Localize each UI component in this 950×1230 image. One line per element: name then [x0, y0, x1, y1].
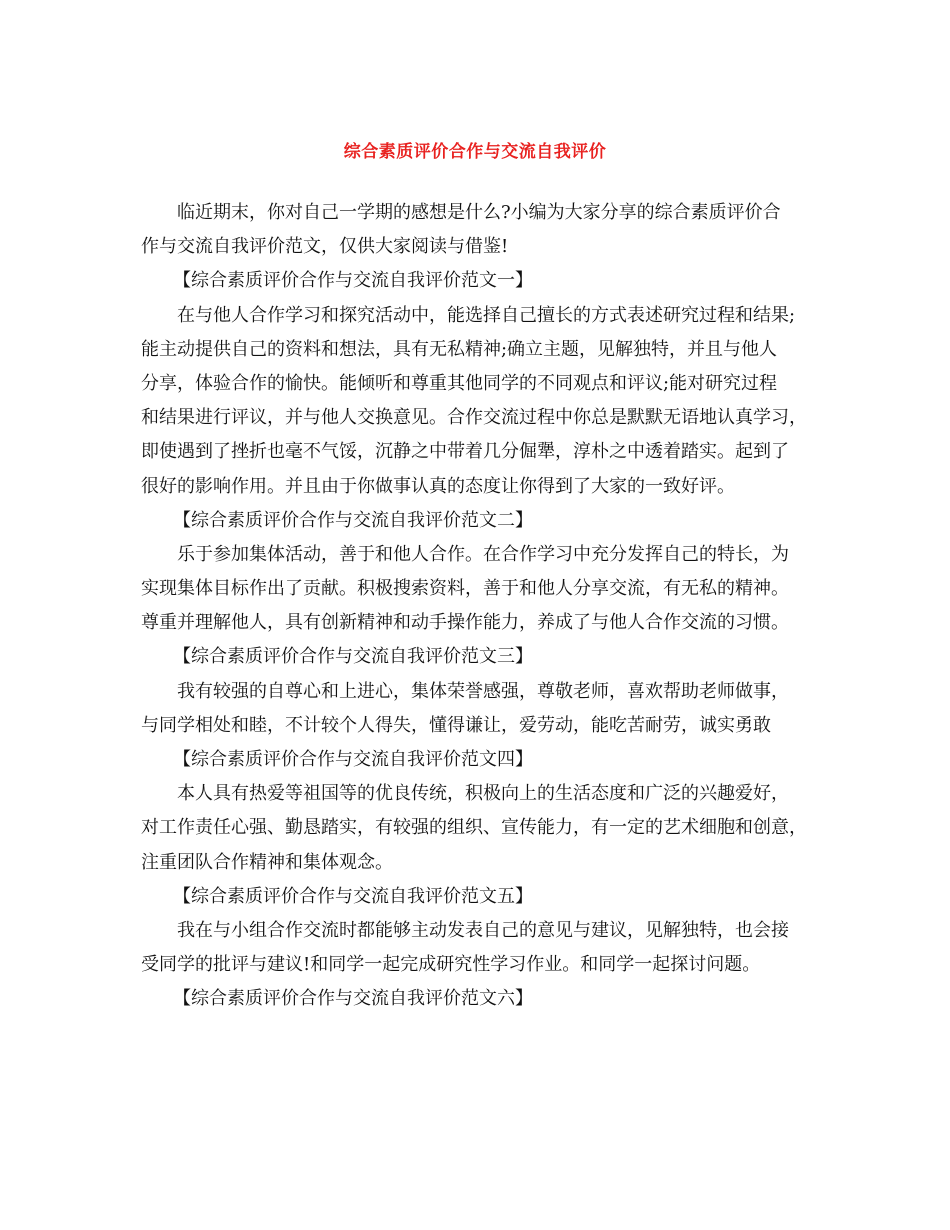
paragraph-line: 即使遇到了挫折也毫不气馁，沉静之中带着几分倔犟，淳朴之中透着踏实。起到了	[141, 441, 789, 463]
paragraph-line: 注重团队合作精神和集体观念。	[141, 851, 393, 873]
section-heading: 【综合素质评价合作与交流自我评价范文五】	[173, 885, 533, 907]
paragraph-line: 能主动提供自己的资料和想法，具有无私精神;确立主题，见解独特，并且与他人	[141, 338, 778, 360]
section-heading: 【综合素质评价合作与交流自我评价范文二】	[173, 509, 533, 531]
document-body	[141, 196, 821, 1017]
paragraph-line: 尊重并理解他人，具有创新精神和动手操作能力，养成了与他人合作交流的习惯。	[141, 612, 789, 634]
paragraph-line: 作与交流自我评价范文，仅供大家阅读与借鉴!	[141, 236, 509, 258]
section-heading: 【综合素质评价合作与交流自我评价范文三】	[173, 646, 533, 668]
paragraph-line: 实现集体目标作出了贡献。积极搜索资料，善于和他人分享交流，有无私的精神。	[141, 578, 789, 600]
paragraph-line: 很好的影响作用。并且由于你做事认真的态度让你得到了大家的一致好评。	[141, 475, 735, 497]
section-heading: 【综合素质评价合作与交流自我评价范文一】	[173, 270, 533, 292]
paragraph-line: 对工作责任心强、勤恳踏实，有较强的组织、宣传能力，有一定的艺术细胞和创意，	[141, 817, 807, 839]
paragraph-line: 我有较强的自尊心和上进心，集体荣誉感强，尊敬老师，喜欢帮助老师做事，	[177, 680, 789, 702]
paragraph-line: 本人具有热爱等祖国等的优良传统，积极向上的生活态度和广泛的兴趣爱好，	[177, 783, 789, 805]
paragraph-line: 在与他人合作学习和探究活动中，能选择自己擅长的方式表述研究过程和结果;	[177, 304, 796, 326]
paragraph-line: 我在与小组合作交流时都能够主动发表自己的意见与建议，见解独特，也会接	[177, 919, 789, 941]
paragraph-line: 受同学的批评与建议!和同学一起完成研究性学习作业。和同学一起探讨问题。	[141, 954, 761, 976]
section-heading: 【综合素质评价合作与交流自我评价范文四】	[173, 749, 533, 770]
paragraph-line: 分享，体验合作的愉快。能倾听和尊重其他同学的不同观点和评议;能对研究过程	[141, 372, 778, 394]
paragraph-line: 与同学相处和睦，不计较个人得失，懂得谦让，爱劳动，能吃苦耐劳，诚实勇敢	[141, 714, 771, 736]
document-title: 综合素质评价合作与交流自我评价	[343, 142, 607, 162]
paragraph-line: 临近期末，你对自己一学期的感想是什么?小编为大家分享的综合素质评价合	[177, 202, 781, 223]
paragraph-line: 乐于参加集体活动，善于和他人合作。在合作学习中充分发挥自己的特长，为	[177, 543, 789, 565]
paragraph-line: 和结果进行评议，并与他人交换意见。合作交流过程中你总是默默无语地认真学习，	[141, 407, 807, 429]
section-heading: 【综合素质评价合作与交流自我评价范文六】	[173, 988, 533, 1010]
